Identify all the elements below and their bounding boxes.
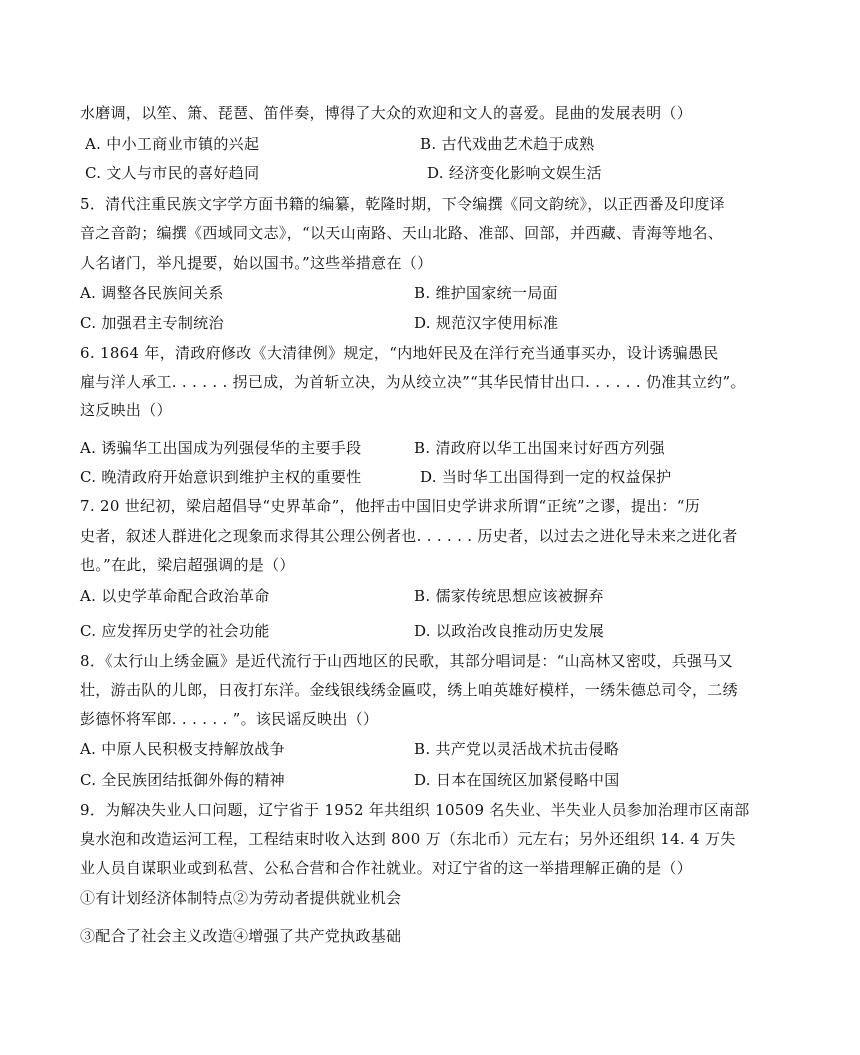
q9-statement-line-2: ③配合了社会主义改造④增强了共产党执政基础	[80, 927, 402, 945]
q5-option-c[interactable]: C. 加强君主专制统治	[80, 314, 224, 332]
q6-option-c[interactable]: C. 晚清政府开始意识到维护主权的重要性	[80, 468, 362, 486]
q5-stem-line-2: 音之音韵；编撰《西域同文志》，“以天山南路、天山北路、准部、回部，并西藏、青海等地名、	[80, 224, 724, 242]
q8-option-a[interactable]: A. 中原人民积极支持解放战争	[80, 740, 285, 758]
q8-stem-line-1: 8．《太行山上绣金匾》是近代流行于山西地区的民歌，其部分唱词是：“山高林又密哎，兵强马又	[80, 652, 733, 670]
q5-stem-line-1: 5．清代注重民族文字学方面书籍的编纂，乾隆时期，下令编撰《同文韵统》，以正西番及印度译	[80, 195, 725, 213]
q6-stem-line-1: 6. 1864 年，清政府修改《大清律例》规定，“内地奸民及在洋行充当通事买办，设计诱骗愚民	[80, 344, 719, 362]
q6-stem-line-2: 雇与洋人承工. . . . . . 拐已成，为首斩立决，为从绞立决”“其华民情甘出口. . . . . . 仍准其立约”。	[80, 373, 746, 391]
q8-stem-line-3: 彭德怀将军郎. . . . . . ”。该民谣反映出（）	[80, 710, 379, 728]
q9-statement-line-1: ①有计划经济体制特点②为劳动者提供就业机会	[80, 889, 402, 907]
q4-option-b[interactable]: B. 古代戏曲艺术趋于成熟	[420, 135, 595, 153]
q5-option-a[interactable]: A. 调整各民族间关系	[80, 284, 224, 302]
q9-stem-line-1: 9．为解决失业人口问题，辽宁省于 1952 年共组织 10509 名失业、半失业人员参加治理市区南部	[80, 801, 750, 819]
q6-option-a[interactable]: A. 诱骗华工出国成为列强侵华的主要手段	[80, 439, 362, 457]
q4-option-d[interactable]: D. 经济变化影响文娱生活	[427, 164, 602, 182]
q8-option-c[interactable]: C. 全民族团结抵御外侮的精神	[80, 771, 285, 789]
q7-option-d[interactable]: D. 以政治改良推动历史发展	[414, 622, 605, 640]
q6-stem-line-3: 这反映出（）	[80, 401, 172, 419]
q8-option-b[interactable]: B. 共产党以灵活战术抗击侵略	[414, 740, 620, 758]
q6-option-d[interactable]: D. 当时华工出国得到一定的权益保护	[420, 468, 672, 486]
q7-option-c[interactable]: C. 应发挥历史学的社会功能	[80, 622, 270, 640]
q5-option-d[interactable]: D. 规范汉字使用标准	[414, 314, 559, 332]
q4-option-c[interactable]: C. 文人与市民的喜好趋同	[85, 164, 260, 182]
q7-option-b[interactable]: B. 儒家传统思想应该被摒弃	[414, 587, 604, 605]
q8-stem-line-2: 壮，游击队的儿郎，日夜打东洋。金线银线绣金匾哎，绣上咱英雄好模样，一绣朱德总司令，二绣	[80, 681, 738, 699]
q7-stem-line-3: 也。”在此，梁启超强调的是（）	[80, 556, 295, 574]
q5-option-b[interactable]: B. 维护国家统一局面	[414, 284, 558, 302]
q4-stem: 水磨调，以笙、箫、琵琶、笛伴奏，博得了大众的欢迎和文人的喜爱。昆曲的发展表明（）	[80, 104, 693, 122]
q6-option-b[interactable]: B. 清政府以华工出国来讨好西方列强	[414, 439, 665, 457]
q7-stem-line-2: 史者，叙述人群进化之现象而求得其公理公例者也. . . . . . 历史者，以过去之进化导未来之进化者	[80, 527, 738, 545]
q8-option-d[interactable]: D. 日本在国统区加紧侵略中国	[414, 771, 620, 789]
q9-stem-line-2: 臭水泡和改造运河工程，工程结束时收入达到 800 万（东北币）元左右；另外还组织 14. 4 万失	[80, 830, 736, 848]
q9-stem-line-3: 业人员自谋职业或到私营、公私合营和合作社就业。对辽宁省的这一举措理解正确的是（）	[80, 859, 693, 877]
q4-option-a[interactable]: A. 中小工商业市镇的兴起	[85, 135, 260, 153]
q5-stem-line-3: 人名诸门，举凡提要，始以国书。”这些举措意在（）	[80, 254, 433, 272]
q7-option-a[interactable]: A. 以史学革命配合政治革命	[80, 587, 270, 605]
q7-stem-line-1: 7. 20 世纪初，梁启超倡导“史界革命”，他抨击中国旧史学讲求所谓“正统”之谬，提出：“历	[80, 497, 701, 515]
